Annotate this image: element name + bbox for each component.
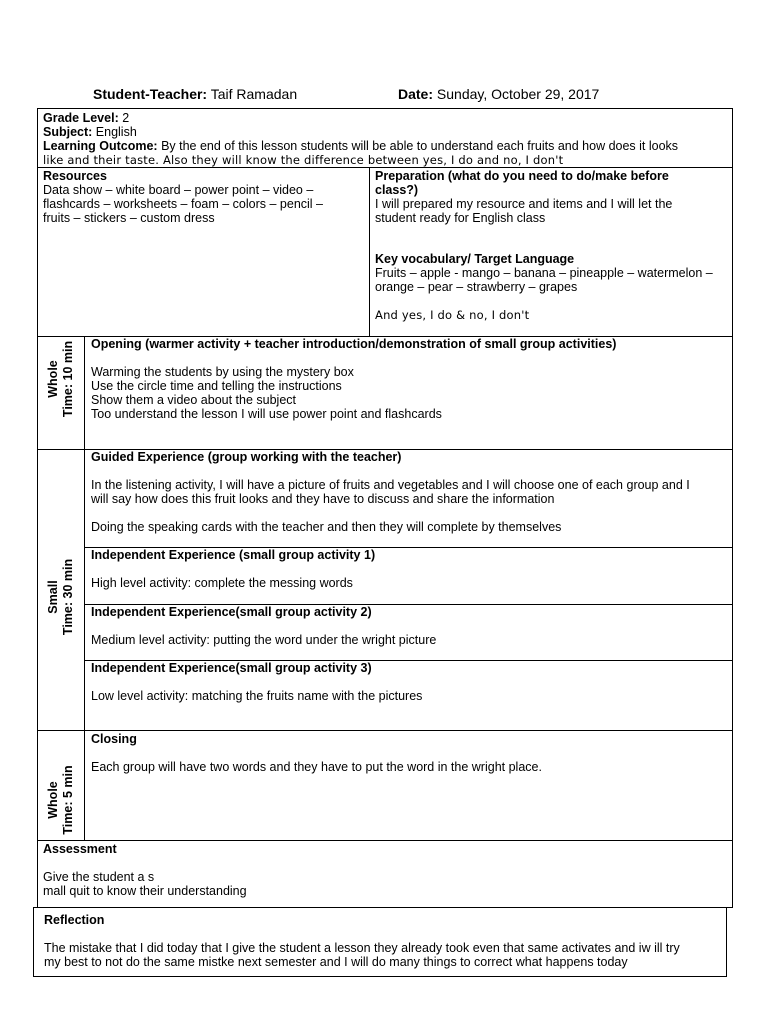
grade-value: 2 [118,111,130,125]
vocabulary-line: orange – pear – strawberry – grapes [375,280,578,294]
opening-side-label [46,319,76,439]
top-info-section [43,111,678,167]
independent-2-title: Independent Experience(small group activity 2) [91,605,372,619]
assessment-title: Assessment [43,842,117,856]
student-teacher-value: Taif Ramadan [207,86,298,102]
opening-line: Show them a video about the subject [91,393,296,407]
subject-label: Subject: [43,125,93,139]
reflection-line: The mistake that I did today that I give the student a lesson they already took even that same activates and iw ill try [44,941,680,955]
preparation-title-cont: class?) [375,183,419,197]
opening-time: Time: 10 min [61,340,75,418]
guided-line: will say how does this fruit looks and they have to discuss and share the information [91,492,555,506]
reflection-section [44,913,680,969]
outcome-label: Learning Outcome: [43,139,158,153]
closing-section [91,732,542,774]
subject-value: English [92,125,137,139]
small-time: Time: 30 min [61,558,75,636]
reflection-line: my best to not do the same mistke next semester and I will do many things to correct what happens today [44,955,628,969]
outcome-line-2: like and their taste. Also they will know the difference between yes, I do and no, I don't [43,153,564,167]
student-teacher-field [93,86,297,102]
independent-1-title: Independent Experience (small group activity 1) [91,548,376,562]
small-side-label [46,537,76,657]
grade-label: Grade Level: [43,111,119,125]
divider [84,336,85,840]
opening-line: Use the circle time and telling the instructions [91,379,342,393]
independent-3-text: Low level activity: matching the fruits name with the pictures [91,689,423,703]
preparation-line: student ready for English class [375,211,546,225]
opening-line: Warming the students by using the mystery box [91,365,354,379]
resources-section [43,169,323,225]
outcome-line-1: By the end of this lesson students will be able to understand each fruits and how does it looks [157,139,679,153]
divider [37,840,733,841]
opening-line: Too understand the lesson I will use power point and flashcards [91,407,442,421]
independent-2-section [91,605,436,647]
preparation-title: Preparation (what do you need to do/make before [375,169,669,183]
closing-grouping: Whole [46,781,60,819]
divider [37,167,733,168]
guided-section [91,450,690,534]
opening-section [91,337,616,421]
date-label: Date: [398,86,434,102]
divider [369,167,370,336]
opening-title: Opening (warmer activity + teacher introduction/demonstration of small group activities) [91,337,617,351]
resources-line: Data show – white board – power point – video – [43,183,314,197]
date-value: Sunday, October 29, 2017 [433,86,600,102]
small-grouping: Small [46,580,60,614]
date-field [398,86,599,102]
opening-grouping: Whole [46,360,60,398]
closing-title: Closing [91,732,137,746]
assessment-line: mall quit to know their understanding [43,884,247,898]
independent-1-section [91,548,375,590]
reflection-title: Reflection [44,913,105,927]
independent-1-text: High level activity: complete the messing words [91,576,353,590]
guided-line: In the listening activity, I will have a picture of fruits and vegetables and I will choose one of each group and I [91,478,690,492]
guided-line: Doing the speaking cards with the teacher and then they will complete by themselves [91,520,562,534]
independent-3-title: Independent Experience(small group activity 3) [91,661,372,675]
preparation-section [375,169,672,225]
closing-time: Time: 5 min [61,765,75,835]
vocabulary-note: And yes, I do & no, I don't [375,308,530,322]
vocabulary-line: Fruits – apple - mango – banana – pineapple – watermelon – [375,266,713,280]
guided-title: Guided Experience (group working with the teacher) [91,450,402,464]
divider [37,730,733,731]
preparation-line: I will prepared my resource and items and I will let the [375,197,673,211]
closing-text: Each group will have two words and they have to put the word in the wright place. [91,760,542,774]
vocabulary-title: Key vocabulary/ Target Language [375,252,575,266]
vocabulary-section [375,252,713,322]
independent-2-text: Medium level activity: putting the word under the wright picture [91,633,437,647]
student-teacher-label: Student-Teacher: [93,86,208,102]
resources-title: Resources [43,169,107,183]
resources-line: flashcards – worksheets – foam – colors – pencil – [43,197,323,211]
resources-line: fruits – stickers – custom dress [43,211,215,225]
assessment-section [43,842,247,898]
assessment-line: Give the student a s [43,870,155,884]
independent-3-section [91,661,422,703]
